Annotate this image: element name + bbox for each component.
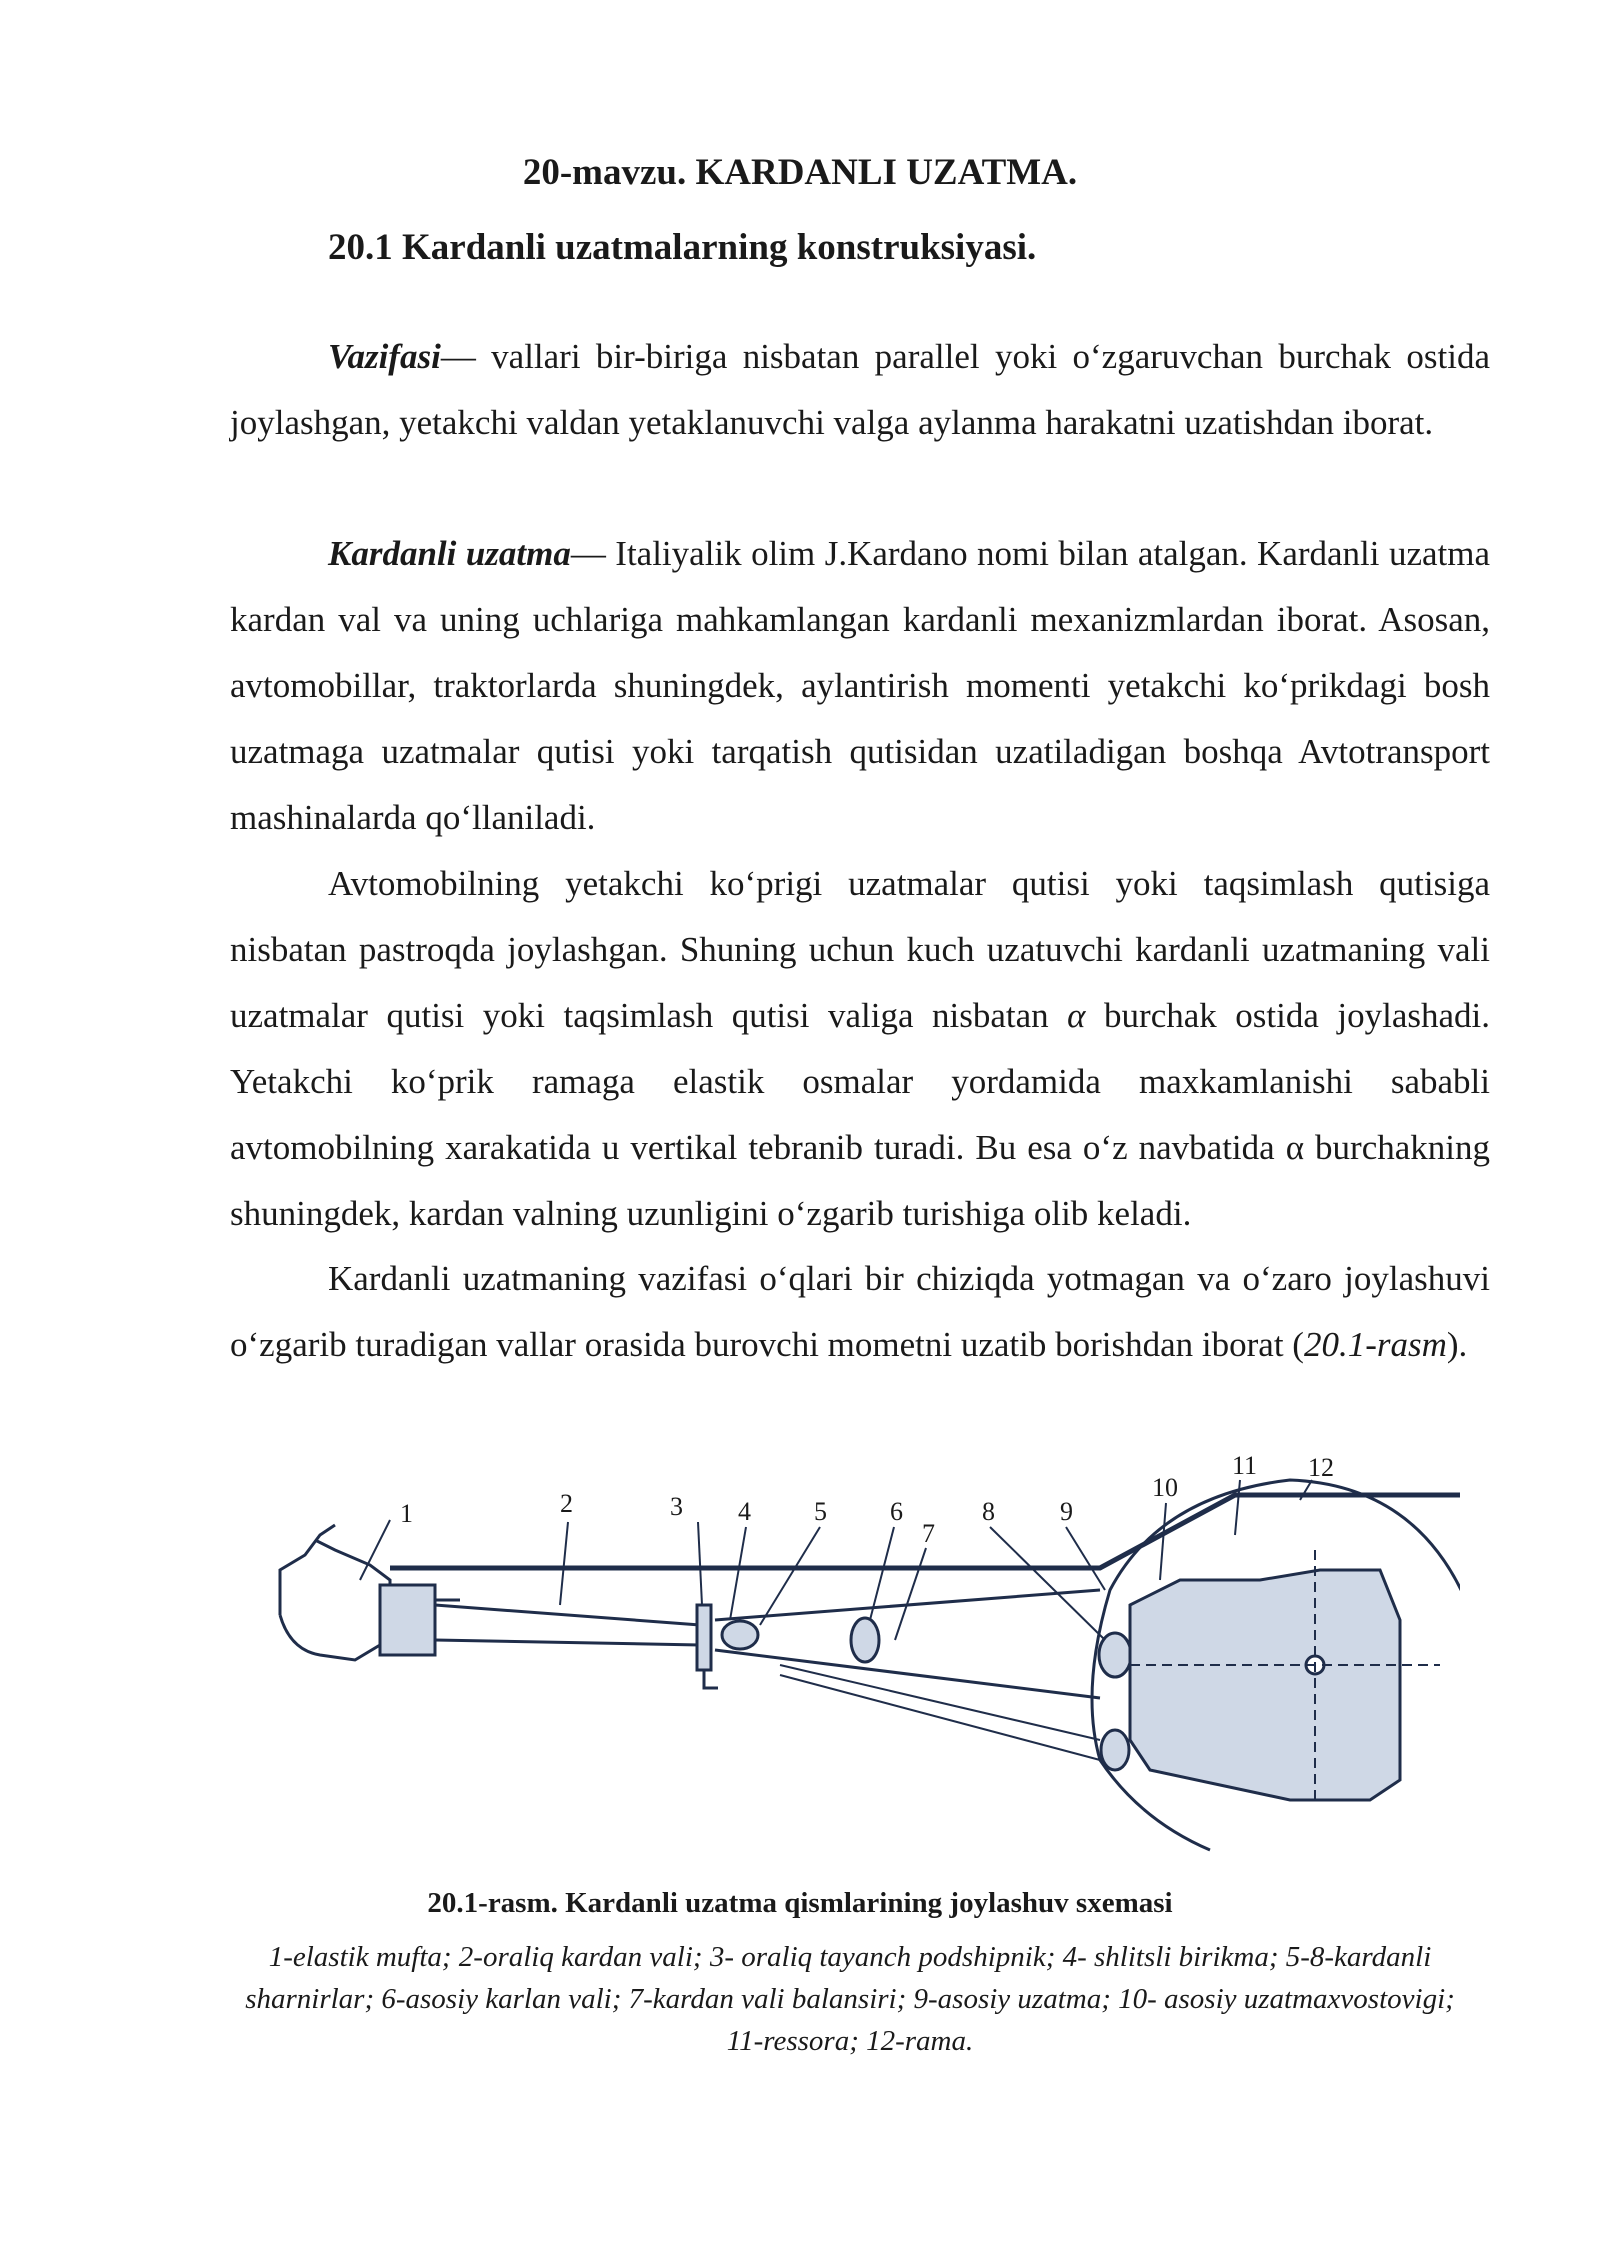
leader-line (990, 1527, 1105, 1640)
label-1: 1 (400, 1499, 413, 1528)
paragraph-text: Italiyalik olim J.Kardano nomi bilan atalgan. Kardanli uzatma kardan val va uning uchlariga mahkamlangan kardanli mexanizmlardan iborat. Asosan, avtomobillar, traktorlarda shuningdek, aylantirish momenti yetakchi ko‘prikdagi bosh uzatmaga uzatmalar qutisi yoki tarqatish qutisidan uzatiladigan boshqa Avtotransport mashinalarda qo‘llaniladi. (230, 534, 1490, 837)
intermediate-shaft (435, 1605, 700, 1645)
paragraph-position (230, 851, 1490, 1247)
term-kardanli-uzatma: Kardanli uzatma (328, 534, 571, 573)
leader-line (1235, 1480, 1240, 1535)
label-7: 7 (922, 1519, 935, 1548)
leader-line (760, 1527, 820, 1625)
paragraph-definition (230, 521, 1490, 851)
paragraph-purpose (230, 324, 1490, 456)
paragraph-function (230, 1246, 1490, 1378)
elastic-coupling (380, 1585, 435, 1655)
leader-line (1066, 1527, 1105, 1590)
diagram-labels (400, 1451, 1334, 1548)
label-11: 11 (1232, 1451, 1258, 1480)
paragraph-text: Avtomobilning yetakchi ko‘prigi uzatmalar qutisi yoki taqsimlash qutisiga nisbatan pastroqda joylashgan. Shuning uchun kuch uzatuvchi kardanli uzatmaning vali uzatmalar qutisi yoki taqsimlash qutisi valiga nisbatan (230, 864, 1490, 1035)
paragraph-text: Kardanli uzatmaning vazifasi o‘qlari bir chiziqda yotmagan va o‘zaro joylashuvi o‘zgarib turadigan vallar orasida burovchi mometni uzatib borishdan iborat ( (230, 1259, 1490, 1364)
dash: — (440, 337, 476, 376)
cardan-drive-diagram (260, 1440, 1460, 1860)
leader-line (560, 1522, 568, 1605)
support-bearing (697, 1605, 711, 1670)
label-8: 8 (982, 1497, 995, 1526)
alpha-symbol: α (1285, 1128, 1305, 1167)
leader-line (895, 1548, 926, 1640)
universal-joint (722, 1621, 758, 1649)
term-vazifasi: Vazifasi (328, 337, 441, 376)
paragraph-text: ). (1446, 1325, 1468, 1364)
label-4: 4 (738, 1497, 751, 1526)
universal-joint (1101, 1730, 1129, 1770)
label-2: 2 (560, 1489, 573, 1518)
paragraph-text: vallari bir-biriga nisbatan parallel yoki o‘zgaruvchan burchak ostida joylashgan, yetakchi valdan yetaklanuvchi valga aylanma harakatni uzatishdan iborat. (230, 337, 1490, 442)
figure-caption-legend: 1-elastik mufta; 2-oraliq kardan vali; 3- oraliq tayanch podshipnik; 4- shlitsli birikma; 5-8-kardanli sharnirlar; 6-asosiy karlan vali; 7-kardan vali balansiri; 9-asosiy uzatma; 10- asosiy uzatmaxvostovigi; 11-ressora; 12-rama. (245, 1941, 1455, 2057)
label-6: 6 (890, 1497, 903, 1526)
label-12: 12 (1308, 1453, 1334, 1482)
leader-line (730, 1527, 746, 1620)
leader-line (1160, 1503, 1166, 1580)
section-subtitle: 20.1 Kardanli uzatmalarning konstruksiyasi. (328, 227, 1037, 268)
label-10: 10 (1152, 1473, 1178, 1502)
universal-joint (851, 1618, 879, 1662)
figure-caption-title: 20.1-rasm. Kardanli uzatma qismlarining joylashuv sxemasi (427, 1887, 1173, 1919)
leader-line (698, 1522, 702, 1605)
label-5: 5 (814, 1497, 827, 1526)
alpha-symbol: α (1067, 996, 1086, 1035)
label-9: 9 (1060, 1497, 1073, 1526)
final-drive-housing (1130, 1570, 1400, 1800)
leader-line (360, 1520, 390, 1580)
label-3: 3 (670, 1492, 683, 1521)
paragraph-text: burchak ostida joylashadi. Yetakchi ko‘prik ramaga elastik osmalar yordamida maxkamlanishi sababli avtomobilning xarakatida u vertikal tebranib turadi. Bu esa o‘z navbatida (230, 996, 1490, 1167)
main-cardan-shaft (715, 1590, 1100, 1698)
page-title: 20-mavzu. KARDANLI UZATMA. (522, 152, 1078, 193)
paragraph-text: burchakning shuningdek, kardan valning uzunligini o‘zgarib turishiga olib keladi. (230, 1128, 1491, 1233)
gearbox-outline (280, 1525, 380, 1660)
dash: — (570, 534, 606, 573)
figure-reference: 20.1-rasm (1303, 1325, 1447, 1364)
